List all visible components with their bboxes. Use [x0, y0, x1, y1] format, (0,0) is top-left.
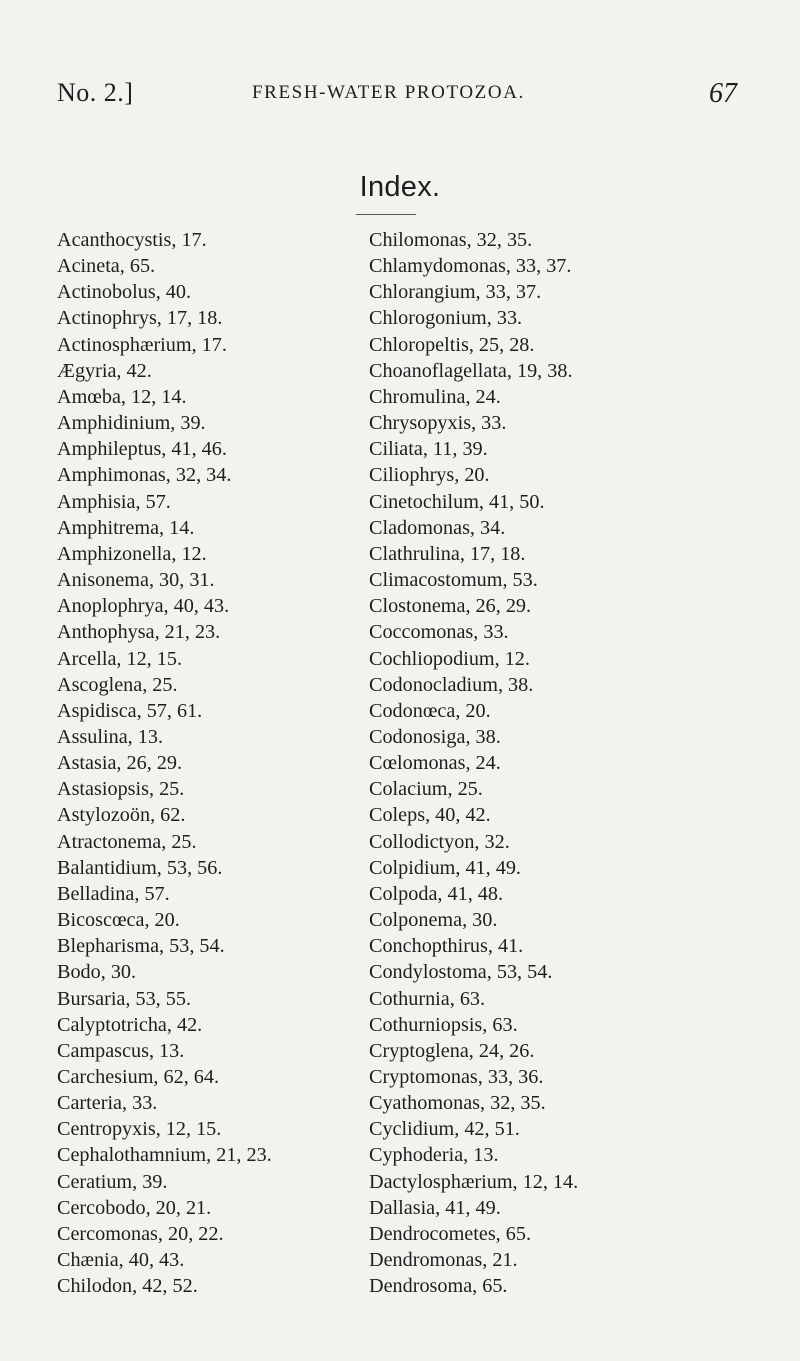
index-entry: Chromulina, 24. — [369, 385, 501, 408]
index-entry: Cyclidium, 42, 51. — [369, 1118, 520, 1141]
index-entry: Balantidium, 53, 56. — [57, 856, 223, 879]
index-entry: Anoplophrya, 40, 43. — [57, 595, 230, 618]
index-entry: Ægyria, 42. — [57, 359, 152, 382]
index-entry: Colacium, 25. — [369, 778, 483, 801]
index-entry: Cyphoderia, 13. — [369, 1144, 499, 1167]
index-entry: Anisonema, 30, 31. — [57, 569, 215, 592]
index-entry: Assulina, 13. — [57, 725, 163, 748]
index-entry: Bodo, 30. — [57, 961, 137, 984]
index-entry: Cœlomonas, 24. — [369, 752, 501, 775]
index-entry: Amphizonella, 12. — [57, 542, 207, 565]
index-entry: Condylostoma, 53, 54. — [369, 961, 553, 984]
index-entry: Astasia, 26, 29. — [57, 752, 183, 775]
index-left-column — [57, 227, 272, 1299]
index-entry: Ceratium, 39. — [57, 1170, 168, 1193]
index-entry: Cothurnia, 63. — [369, 987, 486, 1010]
index-entry: Dallasia, 41, 49. — [369, 1196, 501, 1219]
index-entry: Carchesium, 62, 64. — [57, 1066, 220, 1088]
index-entry: Cyathomonas, 32, 35. — [369, 1092, 546, 1115]
index-entry: Amphimonas, 32, 34. — [57, 464, 232, 487]
index-entry: Clathrulina, 17, 18. — [369, 542, 526, 565]
index-entry: Amphitrema, 14. — [57, 516, 195, 539]
index-entry: Collodictyon, 32. — [369, 830, 510, 853]
index-entry: Cryptoglena, 24, 26. — [369, 1039, 535, 1062]
index-entry: Cercomonas, 20, 22. — [57, 1222, 224, 1245]
index-entry: Cothurniopsis, 63. — [369, 1013, 518, 1036]
index-entry: Belladina, 57. — [57, 882, 170, 905]
title-rule — [356, 214, 416, 215]
index-entry: Actinosphærium, 17. — [57, 333, 227, 356]
index-entry: Colpidium, 41, 49. — [369, 856, 521, 879]
index-entry: Actinophrys, 17, 18. — [57, 307, 223, 330]
index-entry: Centropyxis, 12, 15. — [57, 1118, 222, 1141]
index-entry: Campascus, 13. — [57, 1039, 185, 1062]
index-entry: Cercobodo, 20, 21. — [57, 1196, 212, 1219]
index-entry: Colponema, 30. — [369, 909, 498, 932]
index-entry: Choanoflagellata, 19, 38. — [369, 359, 573, 382]
index-entry: Coleps, 40, 42. — [369, 804, 491, 827]
index-entry: Chilodon, 42, 52. — [57, 1275, 198, 1298]
index-entry: Climacostomum, 53. — [369, 569, 538, 592]
index-entry: Chilomonas, 32, 35. — [369, 229, 533, 251]
index-entry: Acanthocystis, 17. — [57, 229, 207, 251]
index-entry: Codonocladium, 38. — [369, 673, 534, 696]
index-entry: Chænia, 40, 43. — [57, 1249, 185, 1272]
index-entry: Bicoscœca, 20. — [57, 909, 180, 932]
index-entry: Cephalothamnium, 21, 23. — [57, 1144, 272, 1167]
index-entry: Chlorogonium, 33. — [369, 307, 523, 330]
index-right-column — [369, 227, 578, 1299]
index-entry: Dendrosoma, 65. — [369, 1275, 508, 1298]
index-entry: Amphidinium, 39. — [57, 412, 206, 435]
index-entry: Cryptomonas, 33, 36. — [369, 1066, 544, 1088]
index-entry: Aspidisca, 57, 61. — [57, 699, 203, 722]
index-entry: Ciliophrys, 20. — [369, 464, 490, 487]
running-title: FRESH-WATER PROTOZOA. — [252, 82, 525, 103]
index-entry: Codonœca, 20. — [369, 699, 491, 722]
index-entry: Chlorangium, 33, 37. — [369, 281, 542, 304]
index-entry: Carteria, 33. — [57, 1092, 158, 1115]
index-entry: Atractonema, 25. — [57, 830, 197, 853]
index-entry: Amphisia, 57. — [57, 490, 171, 513]
index-entry: Astylozoön, 62. — [57, 804, 186, 827]
index-entry: Astasiopsis, 25. — [57, 778, 185, 801]
index-entry: Ascoglena, 25. — [57, 673, 178, 696]
index-entry: Arcella, 12, 15. — [57, 647, 183, 670]
index-entry: Codonosiga, 38. — [369, 725, 501, 748]
index-entry: Acineta, 65. — [57, 255, 156, 278]
index-entry: Actinobolus, 40. — [57, 281, 192, 304]
index-title: Index. — [359, 171, 441, 203]
index-entry: Ciliata, 11, 39. — [369, 438, 488, 461]
index-entry: Calyptotricha, 42. — [57, 1013, 203, 1036]
index-entry: Chlamydomonas, 33, 37. — [369, 255, 572, 278]
index-entry: Amœba, 12, 14. — [57, 385, 187, 408]
running-head — [0, 78, 800, 118]
index-entry: Bursaria, 53, 55. — [57, 987, 191, 1010]
index-entry: Chloropeltis, 25, 28. — [369, 333, 535, 356]
index-entry: Blepharisma, 53, 54. — [57, 935, 225, 958]
index-entry: Conchopthirus, 41. — [369, 935, 524, 958]
issue-number: No. 2.] — [57, 78, 134, 107]
index-entry: Dendrocometes, 65. — [369, 1222, 532, 1245]
index-entry: Amphileptus, 41, 46. — [57, 438, 227, 461]
page-number: 67 — [709, 78, 737, 109]
index-entry: Clostonema, 26, 29. — [369, 595, 532, 618]
index-entry: Dendromonas, 21. — [369, 1249, 518, 1272]
index-entry: Cochliopodium, 12. — [369, 647, 530, 670]
index-entry: Colpoda, 41, 48. — [369, 882, 504, 905]
index-entry: Dactylosphærium, 12, 14. — [369, 1170, 579, 1193]
index-entry: Coccomonas, 33. — [369, 621, 509, 644]
index-entry: Cinetochilum, 41, 50. — [369, 490, 545, 513]
index-entry: Anthophysa, 21, 23. — [57, 621, 221, 644]
index-entry: Cladomonas, 34. — [369, 516, 506, 539]
index-entry: Chrysopyxis, 33. — [369, 412, 507, 435]
